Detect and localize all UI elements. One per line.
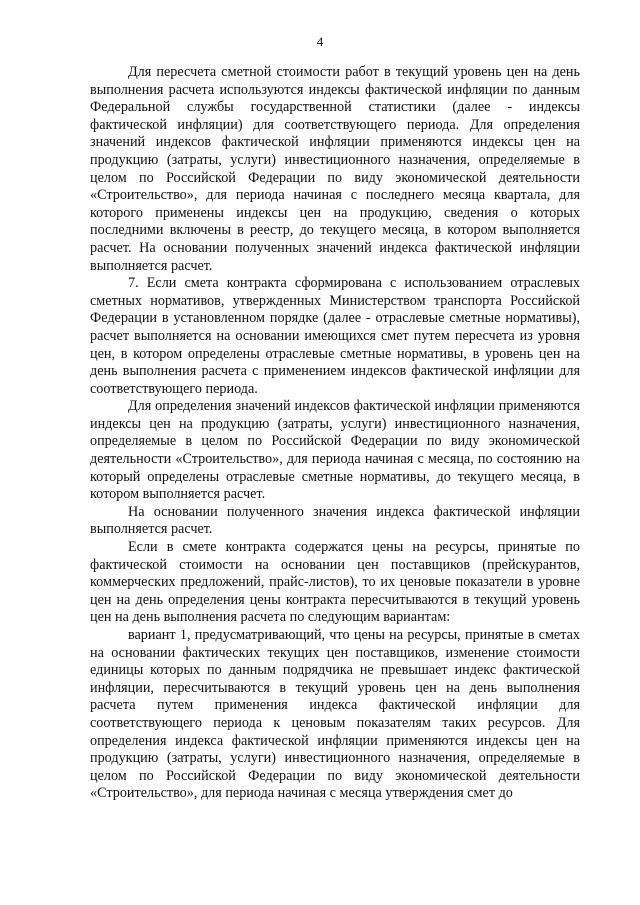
paragraph-2: 7. Если смета контракта сформирована с использованием отраслевых сметных нормативов, утвержденных Министерством транспорта Российской Федерации в установленном порядке (далее - отраслевые сметные нормативы), расчет выполняется на основании имеющихся смет путем пересчета из уровня цен, в котором определены отраслевые сметные нормативы, в уровень цен на день выполнения расчета с применением индексов фактической инфляции для соответствующего периода.	[90, 275, 580, 397]
paragraph-4: На основании полученного значения индекса фактической инфляции выполняется расчет.	[90, 503, 580, 538]
paragraph-5: Если в смете контракта содержатся цены на ресурсы, принятые по фактической стоимости на основании цен поставщиков (прейскурантов, коммерческих предложений, прайс-листов), то их ценовые показатели в уровне цен на день определения цены контракта пересчитываются в текущий уровень цен на день выполнения расчета по следующим вариантам:	[90, 539, 580, 626]
page-number: 4	[316, 34, 324, 49]
paragraph-3: Для определения значений индексов фактической инфляции применяются индексы цен на продукцию (затраты, услуги) инвестиционного назначения, определяемые в целом по Российской Федерации по виду экономической деятельности «Строительство», для периода начиная с месяца, по состоянию на который определены отраслевые сметные нормативы, до текущего месяца, в котором выполняется расчет.	[90, 398, 580, 503]
paragraph-6: вариант 1, предусматривающий, что цены на ресурсы, принятые в сметах на основании фактических текущих цен поставщиков, изменение стоимости единицы которых по данным подрядчика не превышает индекс фактической инфляции, пересчитываются в текущий уровень цен на день выполнения расчета путем применения индекса фактической инфляции для соответствующего периода к ценовым показателям таких ресурсов. Для определения индекса фактической инфляции применяются индексы цен на продукцию (затраты, услуги) инвестиционного назначения, определяемые в целом по Российской Федерации по виду экономической деятельности «Строительство», для периода начиная с месяца утверждения смет до	[90, 627, 580, 802]
document-body	[90, 64, 580, 803]
paragraph-1: Для пересчета сметной стоимости работ в текущий уровень цен на день выполнения расчета используются индексы фактической инфляции по данным Федеральной службы государственной статистики (далее - индексы фактической инфляции) для соответствующего периода. Для определения значений индексов фактической инфляции применяются индексы цен на продукцию (затраты, услуги) инвестиционного назначения, определяемые в целом по Российской Федерации по виду экономической деятельности «Строительство», для периода начиная с последнего месяца квартала, для которого применены индексы цен на продукцию, сведения о которых последними включены в реестр, до текущего месяца, в котором выполняется расчет. На основании полученных значений индекса фактической инфляции выполняется расчет.	[90, 64, 580, 274]
